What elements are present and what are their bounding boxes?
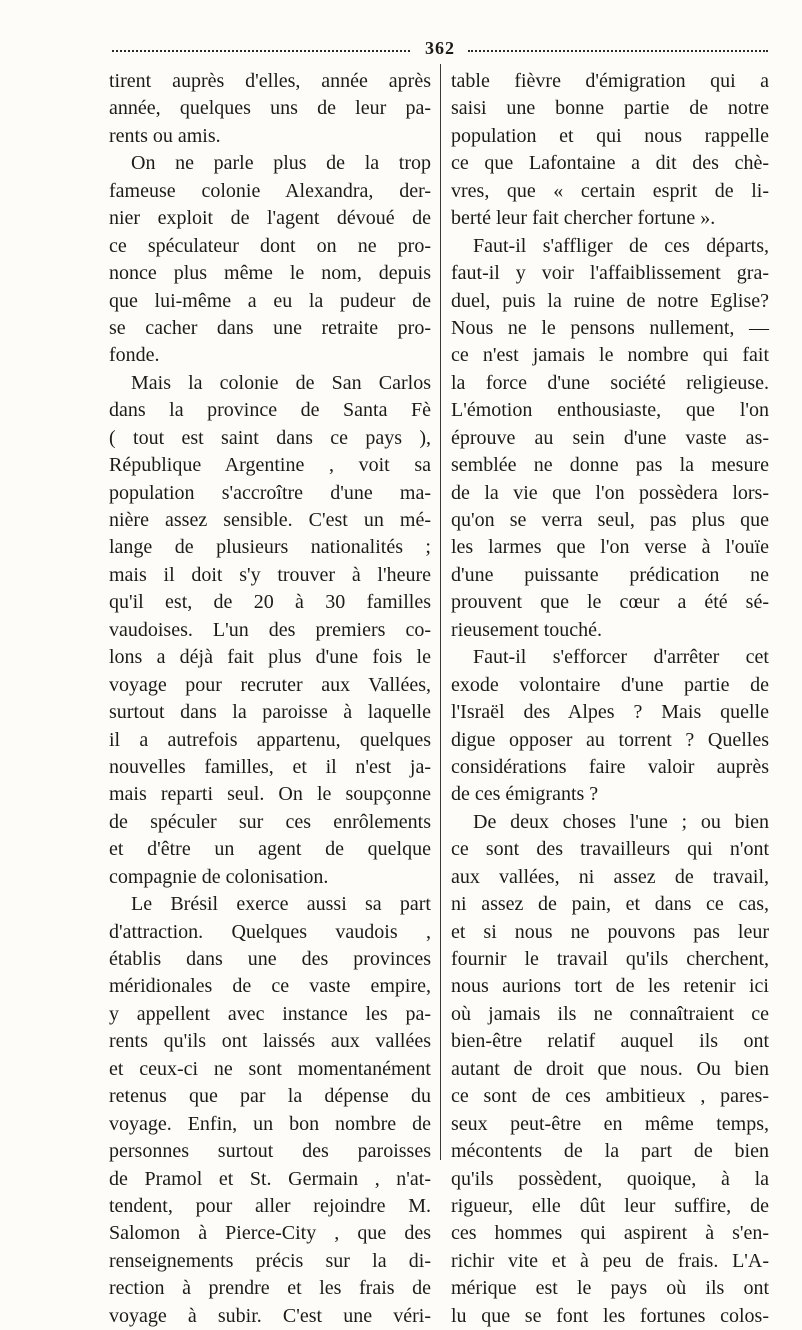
text-line: de Pramol et St. Germain , n'at- bbox=[109, 1167, 431, 1190]
page-header bbox=[112, 40, 768, 58]
header-rule-left bbox=[112, 50, 410, 52]
text-line: établis dans une des provinces bbox=[109, 948, 431, 970]
text-line: population et qui nous rappelle bbox=[451, 124, 769, 147]
text-line: population s'accroître d'une ma- bbox=[109, 481, 431, 504]
text-line: dans la province de Santa Fè bbox=[109, 399, 431, 422]
text-line: compagnie de colonisation. bbox=[109, 865, 329, 888]
text-line: qu'on se verra seul, pas plus que bbox=[451, 509, 769, 531]
text-line: personnes surtout des paroisses bbox=[109, 1140, 431, 1163]
text-line: Faut-il s'efforcer d'arrêter cet bbox=[473, 646, 769, 669]
text-line: voyage à subir. C'est une véri- bbox=[109, 1304, 431, 1327]
text-line: ce n'est jamais le nombre qui fait bbox=[451, 344, 769, 367]
text-line: fournir le travail qu'ils cherchent, bbox=[451, 948, 769, 970]
text-line: L'émotion enthousiaste, que l'on bbox=[451, 399, 769, 422]
text-line: aux vallées, ni assez de travail, bbox=[451, 865, 769, 888]
text-line: l'Israël des Alpes ? Mais quelle bbox=[451, 701, 769, 724]
right-column bbox=[451, 68, 769, 1330]
text-line: rieusement touché. bbox=[451, 618, 603, 641]
header-rule-right bbox=[468, 50, 768, 52]
text-line: République Argentine , voit sa bbox=[109, 454, 431, 477]
text-line: semblée ne donne pas la mesure bbox=[451, 454, 769, 477]
text-line: fameuse colonie Alexandra, der- bbox=[109, 179, 431, 202]
text-line: ce spéculateur dont on ne pro- bbox=[109, 234, 431, 257]
text-line: rents ou amis. bbox=[109, 124, 221, 147]
text-line: il a autrefois appartenu, quelques bbox=[109, 728, 431, 751]
text-line: rection à prendre et les frais de bbox=[109, 1277, 431, 1300]
text-line: digue opposer au torrent ? Quelles bbox=[451, 728, 769, 751]
text-line: où jamais ils ne connaîtraient ce bbox=[451, 1002, 769, 1025]
text-line: de spéculer sur ces enrôlements bbox=[109, 810, 431, 833]
text-line: voyage. Enfin, un bon nombre de bbox=[109, 1112, 431, 1135]
text-line: nous aurions tort de les retenir ici bbox=[451, 975, 769, 998]
text-line: table fièvre d'émigration qui a bbox=[451, 70, 769, 92]
text-line: mais reparti seul. On le soupçonne bbox=[109, 783, 431, 806]
text-line: vres, que « certain esprit de li- bbox=[451, 179, 769, 202]
text-line: faut-il y voir l'affaiblissement gra- bbox=[451, 262, 769, 285]
text-line: Faut-il s'affliger de ces départs, bbox=[473, 234, 769, 257]
text-line: nouvelles familles, et il n'est ja- bbox=[109, 755, 431, 778]
text-line: que lui-même a eu la pudeur de bbox=[109, 289, 431, 312]
text-line: qu'ils possèdent, quoique, à la bbox=[451, 1167, 769, 1190]
text-line: saisi une bonne partie de notre bbox=[451, 97, 769, 120]
text-line: et d'être un agent de quelque bbox=[109, 838, 431, 861]
text-line: surtout dans la paroisse à laquelle bbox=[109, 701, 431, 724]
text-line: ni assez de pain, et dans ce cas, bbox=[451, 893, 769, 916]
text-line: mécontents de la part de bien bbox=[451, 1140, 769, 1163]
text-line: nonce plus même le nom, depuis bbox=[109, 262, 431, 285]
text-line: les larmes que l'on verse à l'ouïe bbox=[451, 536, 769, 559]
text-line: On ne parle plus de la trop bbox=[131, 152, 431, 175]
text-line: ce que Lafontaine a dit des chè- bbox=[451, 152, 769, 175]
text-line: tirent auprès d'elles, année après bbox=[109, 70, 431, 92]
text-line: lu que se font les fortunes colos- bbox=[451, 1304, 769, 1327]
text-line: retenus que par la dépense du bbox=[109, 1085, 431, 1108]
text-line: ( tout est saint dans ce pays ), bbox=[109, 426, 431, 449]
text-line: ce sont de ces ambitieux , pares- bbox=[451, 1085, 769, 1108]
text-line: nière assez sensible. C'est un mé- bbox=[109, 509, 431, 531]
text-line: et ceux-ci ne sont momentanément bbox=[109, 1057, 431, 1080]
text-line: d'une puissante prédication ne bbox=[451, 563, 769, 586]
text-line: Salomon à Pierce-City , que des bbox=[109, 1222, 431, 1245]
text-line: considérations faire valoir auprès bbox=[451, 755, 769, 778]
text-line: rigueur, elle dût leur suffire, de bbox=[451, 1194, 769, 1217]
text-line: Le Brésil exerce aussi sa part bbox=[131, 893, 431, 916]
text-line: se cacher dans une retraite pro- bbox=[109, 316, 431, 339]
text-line: éprouve au sein d'une vaste as- bbox=[451, 426, 769, 449]
text-line: fonde. bbox=[109, 344, 160, 367]
text-line: renseignements précis sur la di- bbox=[109, 1249, 431, 1272]
text-line: de ces émigrants ? bbox=[451, 783, 599, 806]
text-line: bien-être relatif auquel ils ont bbox=[451, 1030, 769, 1053]
text-line: De deux choses l'une ; ou bien bbox=[473, 810, 769, 833]
text-line: mais il doit s'y trouver à l'heure bbox=[109, 563, 431, 586]
text-line: rents qu'ils ont laissés aux vallées bbox=[109, 1030, 431, 1053]
text-line: ces hommes qui aspirent à s'en- bbox=[451, 1222, 769, 1245]
left-column bbox=[109, 68, 431, 1330]
text-line: voyage pour recruter aux Vallées, bbox=[109, 673, 431, 696]
text-line: méridionales de ce vaste empire, bbox=[109, 975, 431, 998]
text-line: tendent, pour aller rejoindre M. bbox=[109, 1194, 431, 1217]
text-line: ce sont des travailleurs qui n'ont bbox=[451, 838, 769, 861]
text-line: année, quelques uns de leur pa- bbox=[109, 97, 431, 120]
text-line: et si nous ne pouvons pas leur bbox=[451, 920, 769, 943]
page-number: 362 bbox=[425, 38, 455, 58]
text-line: richir vite et à peu de frais. L'A- bbox=[451, 1249, 769, 1272]
text-line: lange de plusieurs nationalités ; bbox=[109, 536, 431, 559]
text-line: seux peut-être en même temps, bbox=[451, 1112, 769, 1135]
text-line: exode volontaire d'une partie de bbox=[451, 673, 769, 696]
text-line: prouvent que le cœur a été sé- bbox=[451, 591, 769, 614]
text-line: y appellent avec instance les pa- bbox=[109, 1002, 431, 1025]
text-line: Mais la colonie de San Carlos bbox=[131, 371, 431, 394]
text-line: autant de droit que nous. Ou bien bbox=[451, 1057, 769, 1080]
text-line: de la vie que l'on possèdera lors- bbox=[451, 481, 769, 504]
text-line: vaudoises. L'un des premiers co- bbox=[109, 618, 431, 641]
text-line: la force d'une société religieuse. bbox=[451, 371, 769, 394]
column-divider bbox=[440, 64, 441, 1160]
text-line: qu'il est, de 20 à 30 familles bbox=[109, 591, 431, 614]
text-line: nier exploit de l'agent dévoué de bbox=[109, 207, 431, 230]
text-line: berté leur fait chercher fortune ». bbox=[451, 207, 716, 230]
text-line: mérique est le pays où ils ont bbox=[451, 1277, 769, 1300]
text-line: lons a déjà fait plus d'une fois le bbox=[109, 646, 431, 669]
text-line: Nous ne le pensons nullement, — bbox=[451, 316, 769, 339]
text-line: d'attraction. Quelques vaudois , bbox=[109, 920, 431, 943]
text-line: duel, puis la ruine de notre Eglise? bbox=[451, 289, 769, 312]
